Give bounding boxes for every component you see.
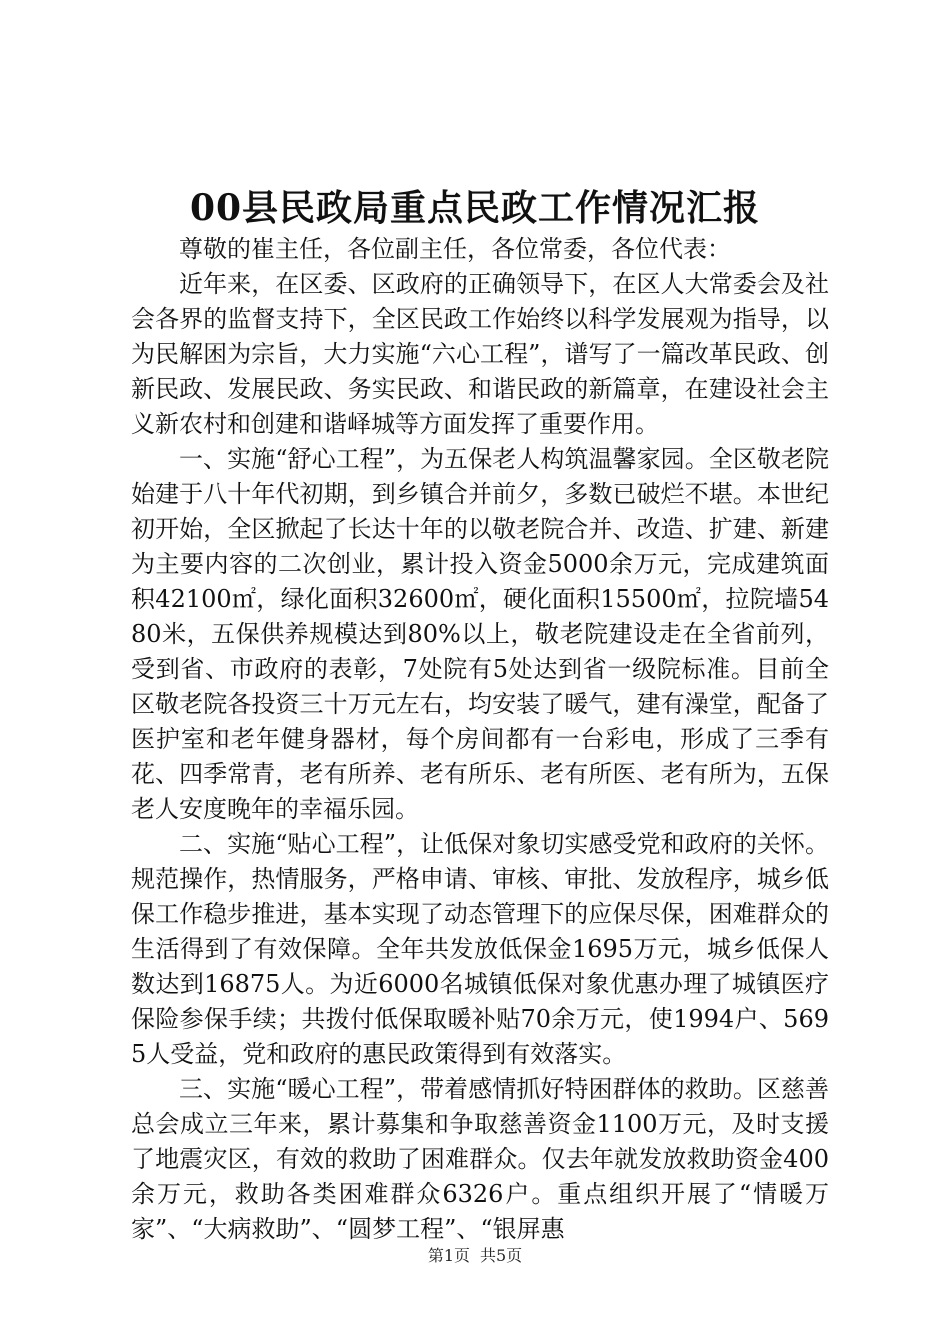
document-title: 00县民政局重点民政工作情况汇报 [189,187,761,229]
section-two-paragraph: 二、实施“贴心工程”，让低保对象切实感受党和政府的关怀。规范操作，热情服务，严格申请、审核、审批、发放程序，城乡低保工作稳步推进，基本实现了动态管理下的应保尽保，困难群众的生活得到了有效保障。全年共发放低保金1695万元，城乡低保人数达到16875人。为近6000名城镇低保对象优惠办理了城镇医疗保险参保手续；共拨付低保取暖补贴70余万元，使1994户、5695人受益，党和政府的惠民政策得到有效落实。 [131,830,829,1068]
page-number-total: 共5页 [480,1246,523,1265]
section-three-paragraph: 三、实施“暖心工程”，带着感情抓好特困群体的救助。区慈善总会成立三年来，累计募集和争取慈善资金1100万元，及时支援了地震灾区，有效的救助了困难群众。仅去年就发放救助资金400余万元，救助各类困难群众6326户。重点组织开展了“情暖万家”、“大病救助”、“圆梦工程”、“银屏惠 [131,1075,829,1243]
salutation-paragraph: 尊敬的崔主任，各位副主任，各位常委，各位代表： [179,235,731,263]
section-one-paragraph: 一、实施“舒心工程”，为五保老人构筑温馨家园。全区敬老院始建于八十年代初期，到乡镇合并前夕，多数已破烂不堪。本世纪初开始，全区掀起了长达十年的以敬老院合并、改造、扩建、新建为主要内容的二次创业，累计投入资金5000余万元，完成建筑面积42100㎡，绿化面积32600㎡，硬化面积15500㎡，拉院墙5480米，五保供养规模达到80%以上，敬老院建设走在全省前列，受到省、市政府的表彰，7处院有5处达到省一级院标准。目前全区敬老院各投资三十万元左右，均安装了暖气，建有澡堂，配备了医护室和老年健身器材，每个房间都有一台彩电，形成了三季有花、四季常青，老有所养、老有所乐、老有所医、老有所为，五保老人安度晚年的幸福乐园。 [131,445,829,823]
page-footer [0,1244,950,1268]
document-body [131,232,829,1247]
page-number-current: 第1页 [427,1246,470,1265]
intro-paragraph: 近年来，在区委、区政府的正确领导下，在区人大常委会及社会各界的监督支持下，全区民政工作始终以科学发展观为指导，以为民解困为宗旨，大力实施“六心工程”，谱写了一篇改革民政、创新民政、发展民政、务实民政、和谐民政的新篇章，在建设社会主义新农村和创建和谐峄城等方面发挥了重要作用。 [131,270,829,438]
